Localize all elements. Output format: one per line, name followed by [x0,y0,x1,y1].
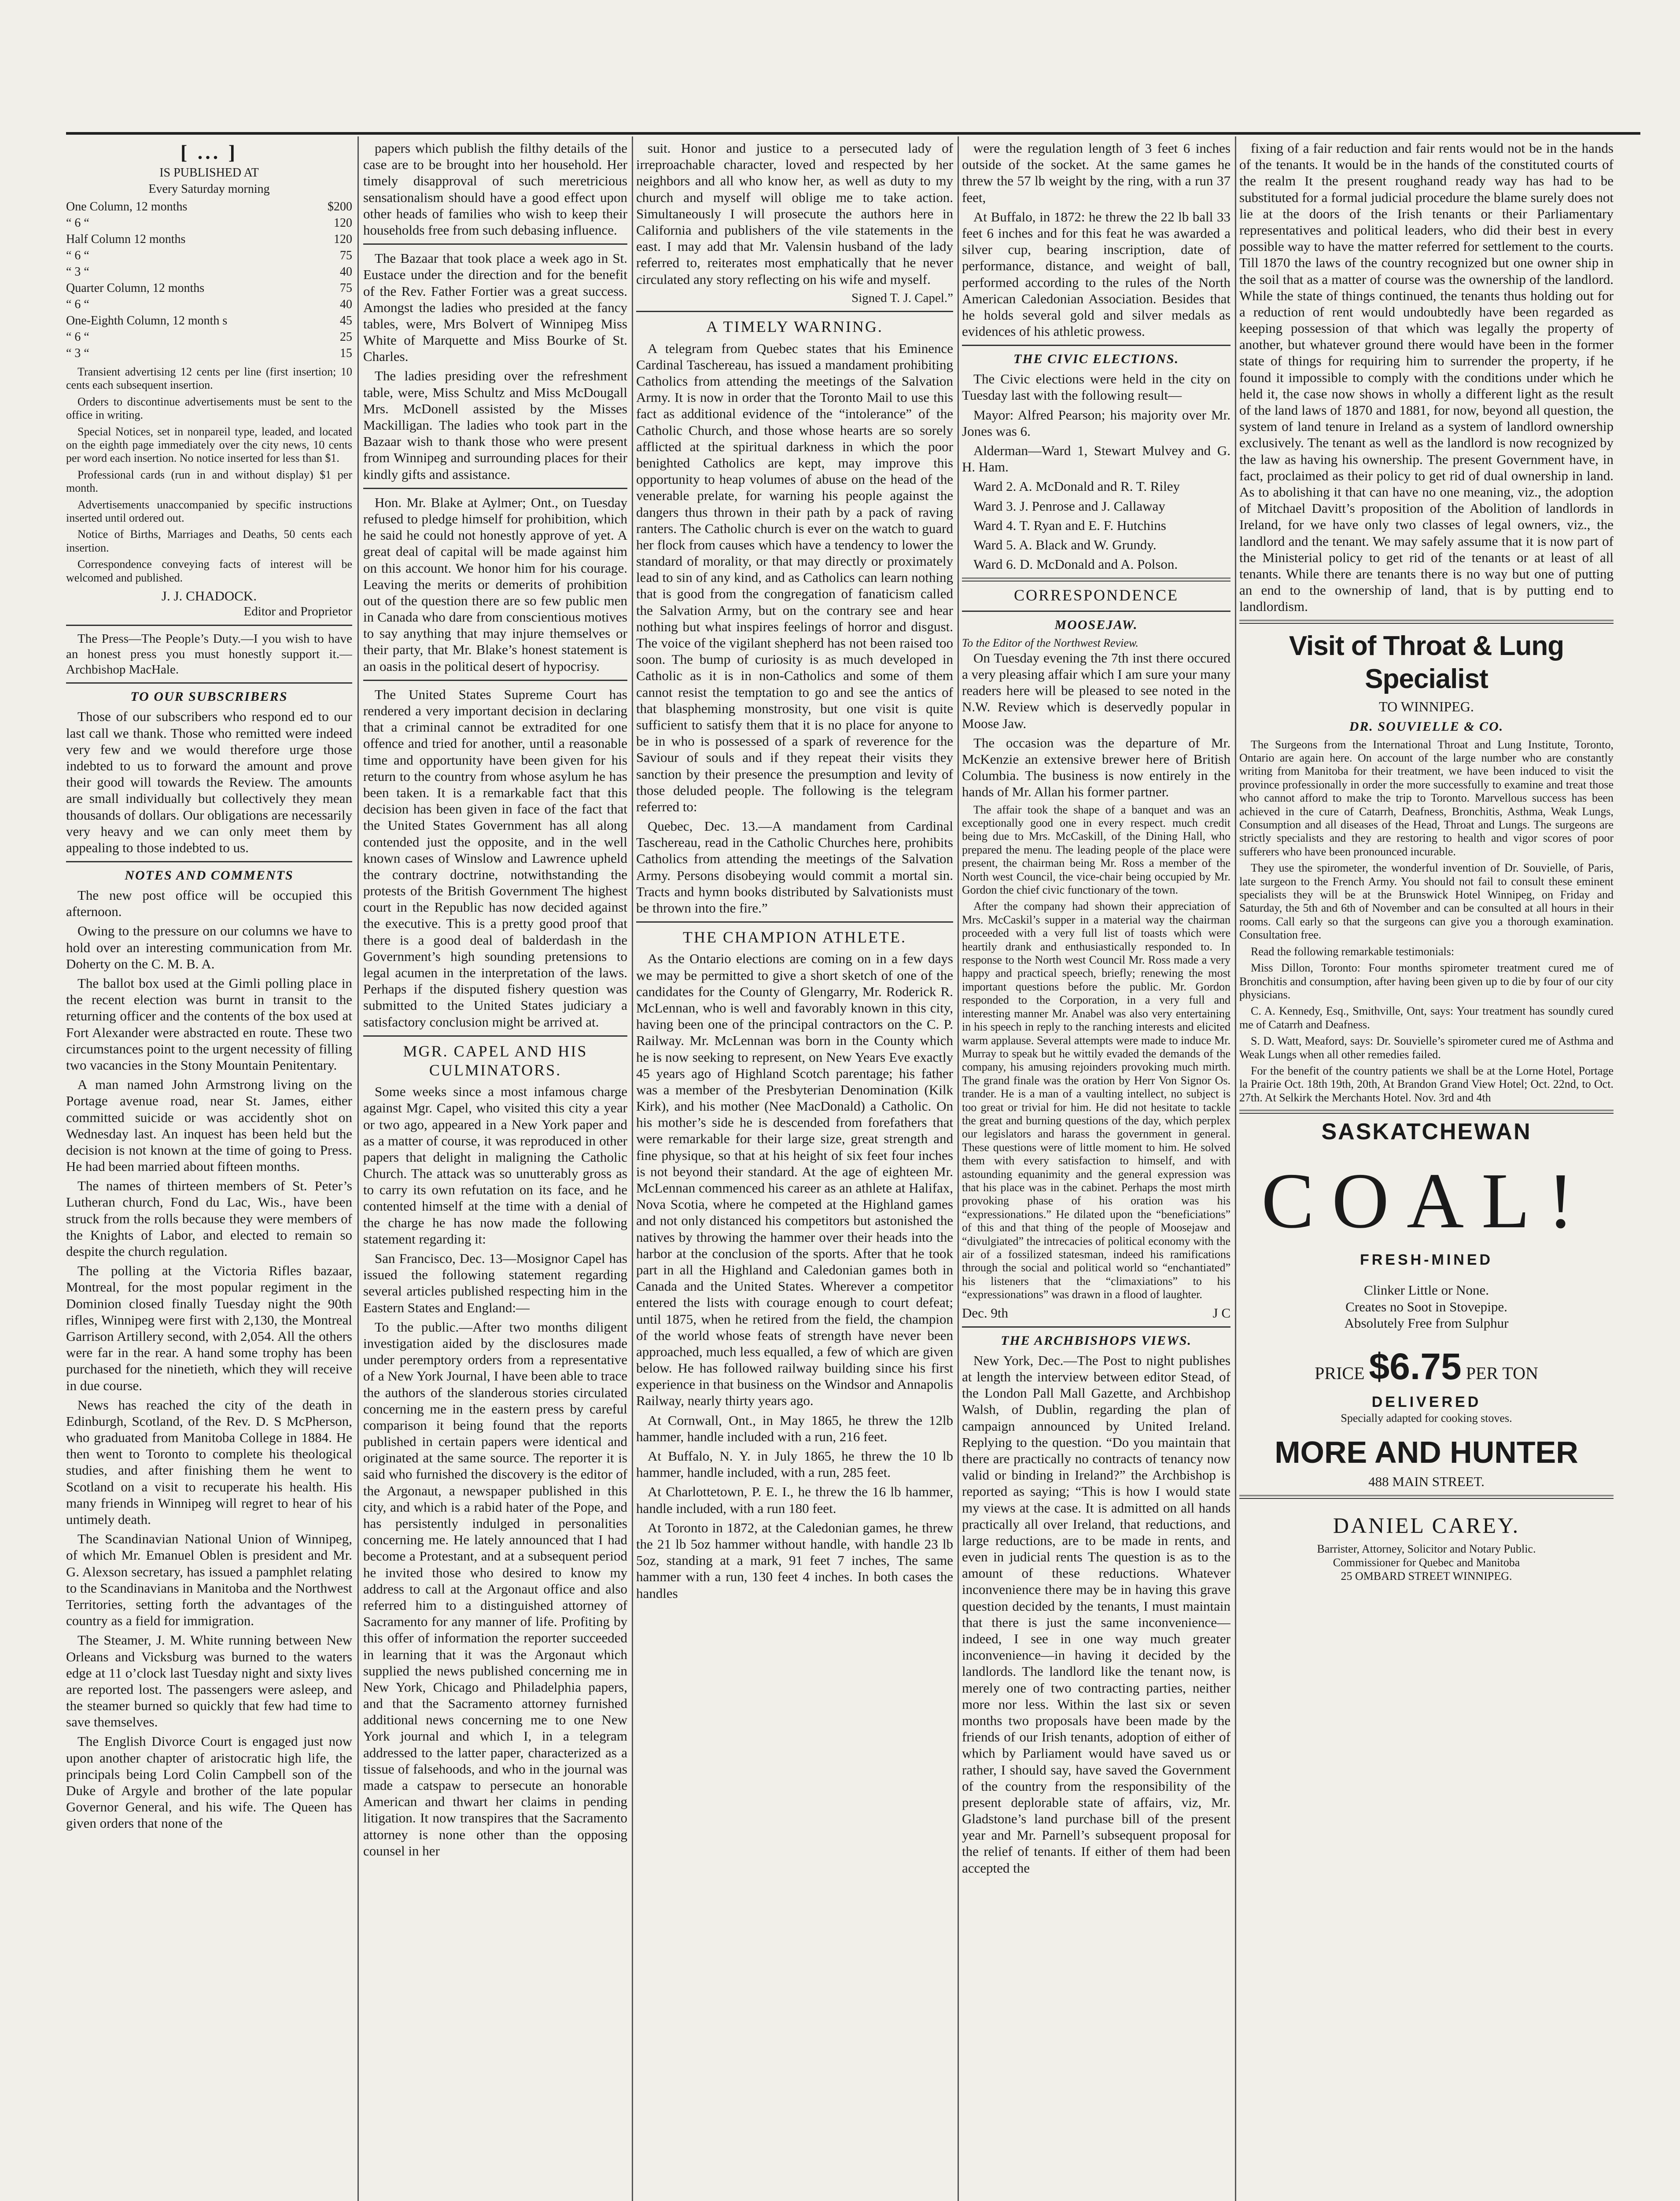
paragraph: The Surgeons from the International Throat and Lung Institute, Toronto, Ontario are again here. On account of the large number who are constantly writing from Manitoba for their treatment, we have been induced to visit the province professionally in order the more successfully to examine and treat those who cannot afford to make the trip to Toronto. Marvellous success has been achieved in the cure of Catarrh, Deafness, Bronchitis, Asthma, Weak Lungs, Consumption and all diseases of the Head, Throat and Lungs. The surgeons are strictly specialists and they are restoring to health and vigor scores of poor sufferers who have been pronounced incurable. [1239,738,1614,858]
paragraph: fixing of a fair reduction and fair rents would not be in the hands of the tenants. It would be in the hands of the constituted courts of the realm It the present roughand ready way has had to be substituted for a formal judicial procedure the blame surely does not lie at the doors of the Irish tenants or their Parliamentary representatives and political leaders, who did their best in every possible way to have the matter referred for settlement to the courts. Till 1870 the laws of the country recognized but one owner ship in the soil that as a matter of course was the ownership of the landlord. While the state of things continued, the tenants thus holding out for a reduction of rent would undoubtedly have been regarded as keeping possession of that which was legally the property of another, but whatever ground there would have been in the former state of things for requiring him to surrender the property, if he found it impossible to comply with the conditions under which he held it, the case now shows in wholly a different light as the result of the land laws of 1870 and 1881, for now, beyond all question, the system of land tenure in Ireland as a system of landlord ownership exclusively. The tenant as well as the landlord is now recognized by the law as having his ownership. The present Government have, in fact, proclaimed as their policy to get rid of dual ownership in land. As to abolishing it that can have no one meaning, viz., the adoption of Mitchael Davitt’s proposition of the Abolition of landlords in Ireland, for we have only two classes of legal owners, viz., the landlord and the tenant. We may safely assume that it is now part of the Ministerial policy to get rid of the tenants or at least of all tenants. While there are tenants there is no way but one of putting an end to the ownership of land, that is by putting end to landlordism. [1239,140,1614,615]
paragraph: For the benefit of the country patients we shall be at the Lorne Hotel, Portage la Prairie Oct. 18th 19th, 20th, At Brandon Grand View Hotel; Oct. 22nd, to Oct. 27th. At Selkirk the Merchants Hotel. Nov. 3rd and 4th [1239,1064,1614,1104]
schedule-line: Every Saturday morning [148,182,270,196]
divider [1239,1110,1614,1114]
rate-value: 40 [340,298,352,312]
lawyer-title: Barrister, Attorney, Solicitor and Notary Public. [1317,1542,1536,1555]
divider [363,680,627,681]
divider [636,311,953,312]
subscribers-heading: TO OUR SUBSCRIBERS [130,689,288,704]
paragraph: A telegram from Quebec states that his Eminence Cardinal Taschereau, has issued a mandament prohibiting Catholics from attending the meetings of the Salvation Army. It is now in order that the Toronto Mail to use this fact as additional evidence of the “intolerance” of the Catholic Church, and those whose hearts are so sorely afflicted at the spiritual darkness in which the poor benighted Catholics are kept, may improve this opportunity to heap volumes of abuse on the head of the venerable prelate, for warning his people against the dangers thus thrown in their path by a pack of raving ranters. The Catholic church is ever on the watch to guard her flock from causes which have a tendency to lower the standard of morality, or that may directly or proximately lead to sin of any kind, and as Catholics can learn nothing that is good from the congregation of fanaticism called the Salvation Army, but on the contrary see and hear nothing but what inspires feelings of horror and disgust. The voice of the vigilant shepherd has not been raised too soon. The bump of curiosity is as much developed in Catholic as it is in non-Catholics and some of them cannot resist the temptation to go and see the antics of that blaspheming monstrosity, but one visit is quite sufficient to satisfy them that it is no place for anyone to be in who is possessed of a spark of reverence for the Saviour of souls and if they repeat their visits they sanction by their presence the presumption and levity of those deluded people. The following is the telegram referred to: [636,340,953,814]
note: The Steamer, J. M. White running between New Orleans and Vicksburg was burned to the waters edge at 11 o’clock last Tuesday night and sixty lives are reported lost. The passengers were asleep, and the steamer burned so quickly that few had time to save themselves. [66,1632,352,1730]
coal-cooking: Specially adapted for cooking stoves. [1341,1411,1512,1424]
paragraph: C. A. Kennedy, Esq., Smithville, Ont, says: Your treatment has soundly cured me of Catarrh and Deafness. [1239,1005,1614,1031]
paragraph: At Buffalo, in 1872: he threw the 22 lb ball 33 feet 6 inches and for this feat he was awarded a silver cup, bearing inscription, date of performance, distance, and weight of ball, performed according to the rules of the North American Caledonian Association. Besides that he holds several gold and silver medals as evidences of his athletic prowess. [962,209,1231,339]
note: News has reached the city of the death in Edinburgh, Scotland, of the Rev. D. S McPherson, who graduated from Manitoba College in 1884. He then went to Toronto to complete his theological studies, and after finishing them he went to Scotland on a visit to recuperate his health. His many friends in Winnipeg will regret to hear of his untimely death. [66,1397,352,1527]
column-5 [1239,140,1614,2201]
editor-title: Editor and Proprietor [243,604,352,619]
paragraph: At Cornwall, Ont., in May 1865, he threw the 12lb hammer, handle included with a run, 216 feet. [636,1412,953,1444]
divider [636,921,953,923]
subscribers-text: Those of our subscribers who respond ed to our last call we thank. Those who remitted were indeed very few and we would therefore urge those indebted to us to forward the amount and prove their good will towards the Review. The amounts are small individually but collectively they mean thousands of dollars. Our obligations are necessarily very heavy and we can only meet them by appealing to those indebted to us. [66,709,352,855]
rate-value: 15 [340,346,352,360]
divider [66,861,352,862]
paragraph: As the Ontario elections are coming on in a few days we may be permitted to give a short sketch of one of the candidates for the County of Glengarry, Mr. Roderick R. McLennan, who is well and favorably known in this city, having been one of the principal contractors on the C. P. Railway. Mr. McLennan was born in the County which he is now seeking to represent, on New Years Eve exactly 45 years ago of Highland Scotch parentage; his father was a member of the Presbyterian Denomination (Kilk Kirk), and his mother (Nee MacDonald) a Catholic. On his mother’s side he is descended from forefathers that were remarkable for their large size, great strength and fine physique, so that at his height of six feet four inches is not beyond their standard. At the age of eighteen Mr. McLennan commenced his career as an athlete at Halifax, Nova Scotia, where he competed at the Highland games and not only distanced his competitors but astonished the natives by throwing the hammer over their heads into the harbor at the conclusion of the sports. After that he took part in all the Highland and Caledonian games both in Canada and the United States. Wherever a competitor entered the lists with courage enough to court defeat; until 1875, when he retired from the field, the champion of the world whose feats of strength have never been approached, much less equalled, a few of which are given below. He has followed railway building since his first experience in that business on the Windsor and Annapolis Railway, nearly thirty years ago. [636,951,953,1409]
editor-name: J. J. CHADOCK. [161,588,257,604]
paragraph: The Civic elections were held in the city on Tuesday last with the following result— [962,371,1231,403]
column-3 [636,140,953,2201]
paragraph: The occasion was the departure of Mr. McKenzie an extensive brewer here of British Columbia. The business is now entirely in the hands of Mr. Allan his former partner. [962,735,1231,800]
archbishop-heading: THE ARCHBISHOPS VIEWS. [1001,1333,1192,1348]
rate-label: “ 6 “ [66,330,89,344]
moosejaw-heading: MOOSEJAW. [1054,617,1138,632]
divider [1239,620,1614,624]
rate-value: 45 [340,314,352,328]
paragraph: Ward 2. A. McDonald and R. T. Riley [973,478,1180,494]
divider [962,345,1231,346]
warning-heading: A TIMELY WARNING. [706,318,883,336]
specialist-firm: DR. SOUVIELLE & CO. [1349,719,1504,734]
capel-heading: MGR. CAPEL AND HIS CULMINATORS. [403,1042,588,1079]
divider [363,1035,627,1037]
paragraph: They use the spirometer, the wonderful invention of Dr. Souvielle, of Paris, late surgeon to the French Army. You should not fail to consult these eminent specialists they will be at the Brunswick Hotel Winnipeg, on Friday and Saturday, the 5th and 6th of November and can be consulted at all hours in their rooms. Call early so that the surgeons can give you a thorough examination. Consultation free. [1239,861,1614,942]
paragraph: Ward 3. J. Penrose and J. Callaway [973,498,1165,514]
term: Notice of Births, Marriages and Deaths, 50 cents each insertion. [66,528,352,554]
rate-label: “ 3 “ [66,265,89,279]
lawyer-name: DANIEL CAREY. [1333,1513,1520,1538]
term: Transient advertising 12 cents per line (first insertion; 10 cents each subsequent insertion. [66,365,352,392]
paragraph: The Bazaar that took place a week ago in St. Eustace under the direction and for the benefit of the Rev. Father Fortier was a great success. Amongst the ladies who presided at the fancy tables, were, Mrs Bolvert of Winnipeg Miss White of Marquette and Miss Bourke of St. Charles. [363,250,627,364]
term: Advertisements unaccompanied by specific instructions inserted until ordered out. [66,498,352,524]
column-1 [66,140,352,2201]
note: The polling at the Victoria Rifles bazaar, Montreal, for the most popular regiment in the Dominion closed finally Tuesday night the 90th rifles, Winnipeg were first with 2,130, the Montreal Garrison Artillery second, with 2,054. All the others were far in the rear. A hand some trophy has been purchased for the ninetieth, which they will receive in due course. [66,1263,352,1393]
price-label: PRICE [1315,1363,1365,1383]
letter-initials: J C [1212,1305,1231,1321]
column-rule [632,136,633,2201]
rate-row [66,248,352,264]
rate-row [66,329,352,346]
rate-value: 120 [334,232,352,247]
rate-row [66,280,352,297]
term: Correspondence conveying facts of interest will be welcomed and published. [66,558,352,584]
rate-value: 40 [340,265,352,279]
coal-delivered: DELIVERED [1371,1393,1481,1410]
price-value: $6.75 [1369,1345,1462,1387]
notes-heading: NOTES AND COMMENTS [125,868,294,883]
rates-table [66,199,352,362]
paragraph: were the regulation length of 3 feet 6 inches outside of the socket. At the same games he threw the 57 lb weight by the ring, with a run 37 feet, [962,140,1231,205]
letter-signoff [962,1305,1231,1321]
rate-value: 75 [340,249,352,263]
champion-heading: THE CHAMPION ATHLETE. [683,928,906,946]
note: The names of thirteen members of St. Peter’s Lutheran church, Fond du Lac, Wis., have been struck from the rolls because they were members of the Knights of Labor, and elected to remain so despite the church regulation. [66,1178,352,1259]
divider [363,488,627,489]
coal-soot: Creates no Soot in Stovepipe. [1345,1299,1507,1314]
term: Professional cards (run in and without display) $1 per month. [66,468,352,495]
correspondence-heading: CORRESPONDENCE [1013,586,1179,604]
paragraph: papers which publish the filthy details of the case are to be brought into her household. Her timely disapproval of such meretricious sensationalism should have a good effect upon other heads of families who wish to keep their households free from such debasing influence. [363,140,627,238]
coal-ad-title: COAL! [1261,1156,1592,1244]
paragraph: Quebec, Dec. 13.—A mandament from Cardinal Taschereau, read in the Catholic Churches here, prohibits Catholics from attending the meetings of the Salvation Army. Persons disobeying would commit a mortal sin. Tracts and hymn books distributed by Salvationists must be thrown into the fire.” [636,818,953,916]
divider [962,611,1231,612]
column-rule [1235,136,1236,2201]
published-line: IS PUBLISHED AT [159,166,259,180]
rate-row [66,313,352,329]
coal-clinker: Clinker Little or None. [1363,1282,1489,1298]
coal-street: 488 MAIN STREET. [1368,1473,1485,1489]
specialist-ad-title: Visit of Throat & Lung Specialist [1289,631,1564,694]
lawyer-address: 25 OMBARD STREET WINNIPEG. [1341,1570,1512,1583]
paragraph: Read the following remarkable testimonials: [1251,945,1455,958]
rate-label: “ 6 “ [66,216,89,230]
rate-label: One Column, 12 months [66,200,188,214]
paragraph: Some weeks since a most infamous charge against Mgr. Capel, who visited this city a year or two ago, appeared in a New York paper and as a matter of course, it was reproduced in other papers that delight in maligning the Catholic Church. The attack was so unutterably gross as to carry its own refutation on its face, and he contented himself at the time with a denial of the charge he has now made the following statement regarding it: [363,1084,627,1247]
divider [363,243,627,245]
note: The new post office will be occupied this afternoon. [66,887,352,920]
paragraph: suit. Honor and justice to a persecuted lady of irreproachable character, loved and respected by her neighbors and all who know her, as well as duty to my church and myself will oblige me to take action. Simultaneously I will prosecute the authors here in California and publishers of the vile statements in the east. I may add that Mr. Valensin husband of the lady referred to, reiterates most emphatically that he never circulated any story reflecting on his wife and myself. [636,140,953,287]
paragraph: Ward 5. A. Black and W. Grundy. [973,537,1157,552]
signature: Signed T. J. Capel.” [851,291,953,305]
rate-value: 25 [340,330,352,344]
coal-sulphur: Absolutely Free from Sulphur [1344,1315,1509,1331]
paragraph: Alderman—Ward 1, Stewart Mulvey and G. H. Ham. [962,443,1231,475]
rate-value: $200 [328,200,352,214]
paragraph: Miss Dillon, Toronto: Four months spirometer treatment cured me of Bronchitis and consumption, after having been given up to die by four of our city physicians. [1239,961,1614,1001]
column-2 [363,140,627,2201]
rate-row [66,215,352,232]
note: Owing to the pressure on our columns we have to hold over an interesting communication from Mr. Doherty on the C. M. B. A. [66,923,352,972]
divider [66,625,352,626]
note: A man named John Armstrong living on the Portage avenue road, near St. James, either committed suicide or was accidently shot on Wednesday last. An inquest has been held but the decision is not known at the time of going to Press. He had been married about fifteen months. [66,1077,352,1174]
paragraph: Ward 6. D. McDonald and A. Polson. [973,556,1178,572]
paragraph: S. D. Watt, Meaford, says: Dr. Souvielle’s spirometer cured me of Asthma and Weak Lungs when all other remedies failed. [1239,1034,1614,1061]
paragraph: The ladies presiding over the refreshment table, were, Miss Schultz and Miss McDougall Mrs. McDonell assisted by the Misses Mackilligan. The ladies who took part in the Bazaar wish to thank those who were present from Winnipeg and surrounding places for their kindly gifts and assistance. [363,368,627,482]
column-rule [958,136,959,2201]
note: The English Divorce Court is engaged just now upon another chapter of aristocratic high life, the principals being Lord Colin Campbell son of the Duke of Argyle and brother of the late popular Governor General, and his wife. The Queen has given orders that none of the [66,1734,352,1831]
rate-label: Quarter Column, 12 months [66,281,205,295]
press-quote: The Press—The People’s Duty.—I you wish to have an honest press you must honestly support it.—Archbishop MacHale. [66,631,352,677]
letter-date: Dec. 9th [962,1305,1009,1321]
masthead-title: [ ... ] [180,141,238,163]
rate-label: “ 6 “ [66,249,89,263]
paragraph: The affair took the shape of a banquet and was an exceptionally good one in every respect. much credit being due to Mrs. McCaskill, of the Dining Hall, who prepared the menu. The leading people of the place were present, the chairman being Mr. Ross a member of the North west Council, the vice-chair being occupied by Mr. Gordon the chief civic functionary of the town. [962,803,1231,897]
paragraph: To the public.—After two months diligent investigation aided by the disclosures made under peremptory orders from a representative of a New York Journal, I have been able to trace the authors of the slanderous stories circulated concerning me in the eastern press by careful comparison it being found that the reports published in certain papers were identical and originated at the same source. The reporter it is said who furnished the discovery is the editor of the Argonaut, a newspaper published in this city, and which is a rabid hater of the Pope, and has persistently indulged in personalities concerning me. He lately announced that I had become a Protestant, and at a subsequent period he invited those who desired to know my address to call at the Argonaut office and also referred him to a distinguished attorney of Sacramento for any manner of life. Profiting by this offer of information the reporter succeeded in learning that it was the Argonaut which supplied the news published concerning me in New York, Chicago and Philadelphia papers, and that the Sacramento attorney furnished additional news concerning me to one New York journal and which I, in a telegram addressed to the latter paper, characterized as a tissue of falsehoods, and who in the journal was made a catspaw to persecute an honorable American and thwart her claims in pending litigation. It now transpires that the Sacramento attorney is none other than the opposing counsel in her [363,1319,627,1859]
specialist-ad-sub: TO WINNIPEG. [1379,699,1474,715]
specialist-ad-body [1239,738,1614,1105]
divider [962,578,1231,582]
paragraph: Ward 4. T. Ryan and E. F. Hutchins [973,517,1166,533]
divider [962,1326,1231,1328]
price-unit: PER TON [1466,1363,1538,1383]
divider [1239,1495,1614,1499]
paragraph: At Charlottetown, P. E. I., he threw the 16 lb hammer, handle included, with a run 180 feet. [636,1484,953,1516]
coal-price-line [1239,1344,1614,1389]
paragraph: New York, Dec.—The Post to night publishes at length the interview between editor Stead, of the London Pall Mall Gazette, and Archbishop Walsh, of Dublin, regarding the plan of campaign announced by United Ireland. Replying to the question. “Do you maintain that there are practically no contracts of tenancy now valid or binding in Ireland?” the Archbishop is reported as saying; “This is how I would state my views at the case. It is admitted on all hands practically all over Ireland, that reductions, and large reductions, are to be made in rents, and even in judicial rents The question is as to the amount of these reductions. Whatever inconvenience there may be in having this grave question decided by the tenants, I must maintain that there is just the same inconvenience—indeed, I see in one way much greater inconvenience—in having it decided by the landlords. The landlord like the tenant now, is merely one of two contracting parties, neither more nor less. Within the last six or seven months two proposals have been made by the friends of our Irish tenants, adoption of either of which by Parliament would have saved us or rather, I should say, have saved the Government of the country from the responsibility of the present deplorable state of affairs, viz, Mr. Gladstone’s land purchase bill of the present year and Mr. Parnell’s subsequent proposal for the relief of tenants. If either of them had been accepted the [962,1352,1231,1876]
paragraph: At Toronto in 1872, at the Caledonian games, he threw the 21 lb 5oz hammer without handle, with handle 23 lb 5oz, standing at a mark, 91 feet 7 inches, The same hammer with a run, 130 feet 4 inches. In both cases the handles [636,1520,953,1601]
rate-row [66,232,352,248]
advertising-terms [66,365,352,585]
paragraph: Mayor: Alfred Pearson; his majority over Mr. Jones was 6. [962,407,1231,439]
paragraph: On Tuesday evening the 7th inst there occured a very pleasing affair which I am sure your many readers here will be pleased to see noted in the N.W. Review which is deservedly popular in Moose Jaw. [962,650,1231,731]
rate-row [66,264,352,280]
paragraph: San Francisco, Dec. 13—Mosignor Capel has issued the following statement regarding several articles published respecting him in the Eastern States and England:— [363,1251,627,1315]
paragraph: The United States Supreme Court has rendered a very important decision in declaring that a criminal cannot be extradited for one offence and tried for another, until a reasonable time and opportunity have been given for his return to the country from whose asylum he has been taken. It is a remarkable fact that this decision has been given in face of the fact that the United States Government has all along contended just the opposite, and in the well known cases of Winslow and Lawrence upheld the contrary doctrine, notwithstanding the protests of the British Government The highest court in the Republic has now decided against the executive. This is a pretty good proof that there is a good deal of balderdash in the Government’s high sounding pretensions to legal acumen in the interpretation of the laws. Perhaps if the disputed fishery question was submitted to the United States judiciary a satisfactory conclusion might be arrived at. [363,686,627,1030]
rate-label: One-Eighth Column, 12 month s [66,314,228,328]
rate-row [66,297,352,313]
lawyer-commission: Commissioner for Quebec and Manitoba [1333,1556,1520,1569]
top-rule [66,132,1640,135]
term: Orders to discontinue advertisements must be sent to the office in writing. [66,395,352,422]
coal-ad-brand: SASKATCHEWAN [1321,1119,1532,1145]
rate-label: Half Column 12 months [66,232,186,247]
paragraph: At Buffalo, N. Y. in July 1865, he threw the 10 lb hammer, handle included, with a run, 285 feet. [636,1448,953,1480]
rate-value: 75 [340,281,352,295]
rate-value: 120 [334,216,352,230]
note: The ballot box used at the Gimli polling place in the recent election was burnt in transit to the returning officer and the contents of the box used at Fort Alexander were abstracted en route. These two circumstances point to the urgent necessity of filling two vacancies in the Stony Mountain Penitentary. [66,975,352,1073]
note: The Scandinavian National Union of Winnipeg, of which Mr. Emanuel Oblen is president and Mr. G. Alexson secretary, has issued a pamphlet relating to the Scandinavians in Manitoba and the Northwest Territories, setting forth the advantages of the country as a field for immigration. [66,1531,352,1629]
column-4 [962,140,1231,2201]
rate-row [66,346,352,362]
coal-fresh: FRESH-MINED [1359,1251,1493,1268]
paragraph: Hon. Mr. Blake at Aylmer; Ont., on Tuesday refused to pledge himself for prohibition, which he said he could not honestly approve of yet. A great deal of capital will be made against him on this account. We honor him for his courage. Leaving the merits or demerits of prohibition out of the question there are so few public men in Canada who dare from conscientious motives to say anything that may injure themselves or their party, that Mr. Blake’s honest statement is an oasis in the political desert of hypocrisy. [363,494,627,674]
column-rule [357,136,359,2201]
rate-label: “ 6 “ [66,298,89,312]
divider [66,682,352,684]
paragraph: After the company had shown their appreciation of Mrs. McCaskil’s supper in a material way the chairman proceeded with a very full list of toasts which were heartily drank and enthusiastically responded to. In response to the North west Council Mr. Ross made a very happy and practical speech, briefly; renewing the most important questions before the public. Mr. Gordon responded to the Corporation, in a very full and interesting manner Mr. Anabel was also very entertaining in his speech in reply to the ranching interests and elicited warm applause. Several attempts were made to induce Mr. Murray to speak but he wittily evaded the demands of the company, his amusing rejoinders provoking much mirth. The grand finale was the oration by Herr Von Signor Os. trander. He is a man of a vaulting intellect, no subject is too great or trivial for him. He did not hesitate to tackle the great and burning questions of the day, which perplex our legislators and harass the government in general. These questions were of little moment to him. He solved them with every satisfaction to himself, and with astounding equanimity and the general expression was that his place was in the cabinet. Perhaps the most mirth provoking phase of his oration was his “expressionations.” He dilated upon the “beneficiations” of this and that thing of the people of Moosejaw and “divulgiated” the intrecacies of political economy with the air of a fossilized statesman, indeed his ramifications through the social and political world so “enchantiated” his listeners that the “climaxiations” to his “expressionations” was drawn in a flood of laughter. [962,900,1231,1301]
term: Special Notices, set in nonpareil type, leaded, and located on the eighth page immediately over the city news, 10 cents per word each insertion. No notice inserted for less than $1. [66,425,352,465]
civic-heading: THE CIVIC ELECTIONS. [1013,352,1179,367]
letter-salutation: To the Editor of the Northwest Review. [962,636,1138,649]
rate-label: “ 3 “ [66,346,89,360]
rate-row [66,199,352,215]
coal-dealer: MORE AND HUNTER [1275,1435,1578,1469]
